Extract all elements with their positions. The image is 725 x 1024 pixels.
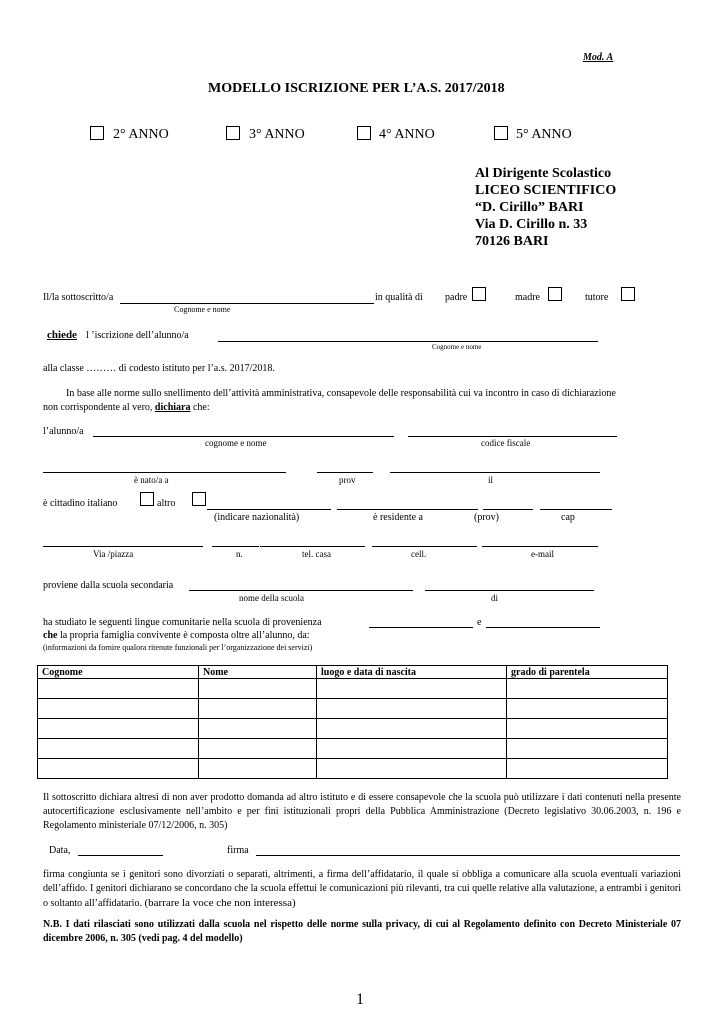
prov-caption: prov <box>339 475 356 485</box>
tel-field[interactable] <box>260 546 365 547</box>
joint-paragraph <box>43 868 681 911</box>
table-cell[interactable] <box>317 739 507 759</box>
scuola-citta-caption: di <box>491 593 499 603</box>
table-row <box>38 759 668 779</box>
checkbox-4-anno[interactable] <box>357 126 371 140</box>
cap-caption: cap <box>561 512 575 523</box>
email-field[interactable] <box>482 546 598 547</box>
table-cell[interactable] <box>507 719 668 739</box>
email-caption: e-mail <box>531 549 554 559</box>
joint-tail: (barrare la voce che non interessa) <box>144 897 296 909</box>
checkbox-5-anno[interactable] <box>494 126 508 140</box>
dichiara-text-3: che: <box>192 402 210 413</box>
scuola-name-field[interactable] <box>189 590 413 591</box>
prov-field[interactable] <box>317 472 373 473</box>
alunno-label: l’alunno/a <box>43 426 84 437</box>
label-2-anno: 2° ANNO <box>113 127 169 142</box>
famiglia-text: la propria famiglia convivente è composta oltre all’alunno, da: <box>59 630 310 641</box>
family-table <box>37 665 668 779</box>
cittadino-label: è cittadino italiano <box>43 498 118 509</box>
lingue-e: e <box>477 617 482 628</box>
scuola-label: proviene dalla scuola secondaria <box>43 580 174 591</box>
table-row <box>38 739 668 759</box>
table-cell[interactable] <box>38 719 199 739</box>
nazionalita-field[interactable] <box>207 509 331 510</box>
table-cell[interactable] <box>507 739 668 759</box>
lingua-1-field[interactable] <box>369 627 473 628</box>
student-name-field[interactable] <box>218 341 598 342</box>
chiede-label: chiede <box>47 329 77 341</box>
table-row <box>38 719 668 739</box>
alunno-name-field[interactable] <box>93 436 394 437</box>
prov-residenza-caption: (prov) <box>474 512 499 523</box>
table-row <box>38 699 668 719</box>
label-5-anno: 5° ANNO <box>516 127 572 142</box>
table-cell[interactable] <box>199 759 317 779</box>
via-field[interactable] <box>43 546 203 547</box>
madre-label: madre <box>515 292 540 303</box>
nato-field[interactable] <box>43 472 286 473</box>
table-cell[interactable] <box>38 679 199 699</box>
recipient-line: LICEO SCIENTIFICO <box>475 183 617 198</box>
famiglia-line <box>43 630 310 641</box>
table-row <box>38 679 668 699</box>
dichiara-line-2 <box>43 402 210 413</box>
scuola-citta-field[interactable] <box>425 590 594 591</box>
checkbox-padre[interactable] <box>472 287 486 301</box>
checkbox-madre[interactable] <box>548 287 562 301</box>
table-cell[interactable] <box>38 759 199 779</box>
firma-label: firma <box>227 845 249 856</box>
table-cell[interactable] <box>317 699 507 719</box>
nazionalita-caption: (indicare nazionalità) <box>214 512 300 523</box>
cell-field[interactable] <box>372 546 477 547</box>
data-nascita-field[interactable] <box>390 472 600 473</box>
table-cell[interactable] <box>38 699 199 719</box>
padre-label: padre <box>445 292 468 303</box>
classe-text: alla classe ……… di codesto istituto per l’a.s. 2017/2018. <box>43 363 275 374</box>
il-caption: il <box>488 475 494 485</box>
table-cell[interactable] <box>317 719 507 739</box>
form-model-code: Mod. A <box>583 52 614 63</box>
recipient-line: 70126 BARI <box>475 234 549 249</box>
column-header: Nome <box>199 666 317 679</box>
data-label: Data, <box>49 845 71 856</box>
nb-note: N.B. I dati rilasciati sono utilizzati dalla scuola nel rispetto delle norme sulla privacy, di cui al Regolamento definito con Decreto Ministeriale 07 dicembre 2006, n. 305 (vedi pag. 4 del modello) <box>43 919 681 944</box>
label-4-anno: 4° ANNO <box>379 127 435 142</box>
column-header: grado di parentela <box>507 666 668 679</box>
page-number: 1 <box>356 991 364 1008</box>
dichiara-text-2: non corrispondente al vero, <box>43 402 153 413</box>
table-cell[interactable] <box>317 679 507 699</box>
table-cell[interactable] <box>199 679 317 699</box>
recipient-line: “D. Cirillo” BARI <box>475 200 584 215</box>
checkbox-3-anno[interactable] <box>226 126 240 140</box>
joint-text: firma congiunta se i genitori sono divorziati o separati, altrimenti, a firma dell’affidatario, il quale si obbliga a comunicare alla scuola eventuali variazioni dell’affido. I genitori dichiarano se concordano che la scuola effettui le comunicazioni più rilevanti, tra cui quelle relative alla valutazione, a entrambi i genitori o soltanto all’affidatario. <box>43 869 681 909</box>
residenza-caption: è residente a <box>373 512 423 523</box>
table-cell[interactable] <box>199 699 317 719</box>
student-name-caption: Cognome e nome <box>432 343 482 351</box>
column-header: luogo e data di nascita <box>317 666 507 679</box>
table-cell[interactable] <box>507 759 668 779</box>
tel-caption: tel. casa <box>302 549 331 559</box>
signer-name-field[interactable] <box>120 303 374 304</box>
checkbox-tutore[interactable] <box>621 287 635 301</box>
recipient-line: Via D. Cirillo n. 33 <box>475 217 588 232</box>
dichiara-text-1: In base alle norme sullo snellimento dell’attività amministrativa, consapevole delle responsabilità cui va incontro in caso di dichiarazione <box>66 388 616 399</box>
lingue-label: ha studiato le seguenti lingue comunitarie nella scuola di provenienza <box>43 617 322 628</box>
prov-residenza-field[interactable] <box>483 509 533 510</box>
firma-field[interactable] <box>256 855 680 856</box>
table-cell[interactable] <box>199 719 317 739</box>
table-cell[interactable] <box>199 739 317 759</box>
signer-label: Il/la sottoscritto/a <box>43 292 114 303</box>
table-cell[interactable] <box>507 679 668 699</box>
famiglia-che: che <box>43 630 58 641</box>
recipient-line: Al Dirigente Scolastico <box>475 166 612 181</box>
codice-fiscale-field[interactable] <box>408 436 617 437</box>
codice-fiscale-caption: codice fiscale <box>481 438 531 448</box>
checkbox-altro[interactable] <box>192 492 206 506</box>
checkbox-2-anno[interactable] <box>90 126 104 140</box>
cap-field[interactable] <box>540 509 612 510</box>
nato-caption: è nato/a a <box>134 475 169 485</box>
table-cell[interactable] <box>38 739 199 759</box>
lingua-2-field[interactable] <box>486 627 600 628</box>
declaration-text: Il sottoscritto dichiara altresì di non aver prodotto domanda ad altro istituto e di essere consapevole che la scuola può utilizzare i dati contenuti nella presente autocertificazione esclusivamente nell’ambito e per fini istituzionali propri della Pubblica Amministrazione (Decreto legislativo 30.06.2003, n. 196 e Regolamento ministeriale 07/12/2006, n. 305) <box>43 792 681 831</box>
checkbox-cittadino-italiano[interactable] <box>140 492 154 506</box>
qualita-label: in qualità di <box>375 292 423 303</box>
alunno-name-caption: cognome e nome <box>205 438 267 448</box>
tutore-label: tutore <box>585 292 609 303</box>
residenza-field[interactable] <box>337 509 478 510</box>
via-caption: Via /piazza <box>93 549 134 559</box>
table-cell[interactable] <box>507 699 668 719</box>
table-cell[interactable] <box>317 759 507 779</box>
page-title: MODELLO ISCRIZIONE PER L’A.S. 2017/2018 <box>208 81 505 96</box>
table-header-row <box>38 666 668 679</box>
signer-name-caption: Cognome e nome <box>174 305 231 314</box>
numero-field[interactable] <box>212 546 259 547</box>
numero-caption: n. <box>236 549 243 559</box>
famiglia-note: (informazioni da fornire qualora ritenute funzionali per l’organizzazione dei servizi) <box>43 643 313 652</box>
dichiara-bold: dichiara <box>154 402 191 413</box>
chiede-text: l ’iscrizione dell’alunno/a <box>86 330 189 341</box>
label-3-anno: 3° ANNO <box>249 127 305 142</box>
scuola-name-caption: nome della scuola <box>239 593 304 603</box>
cell-caption: cell. <box>411 549 427 559</box>
altro-label: altro <box>157 498 176 509</box>
data-field[interactable] <box>78 855 163 856</box>
column-header: Cognome <box>38 666 199 679</box>
